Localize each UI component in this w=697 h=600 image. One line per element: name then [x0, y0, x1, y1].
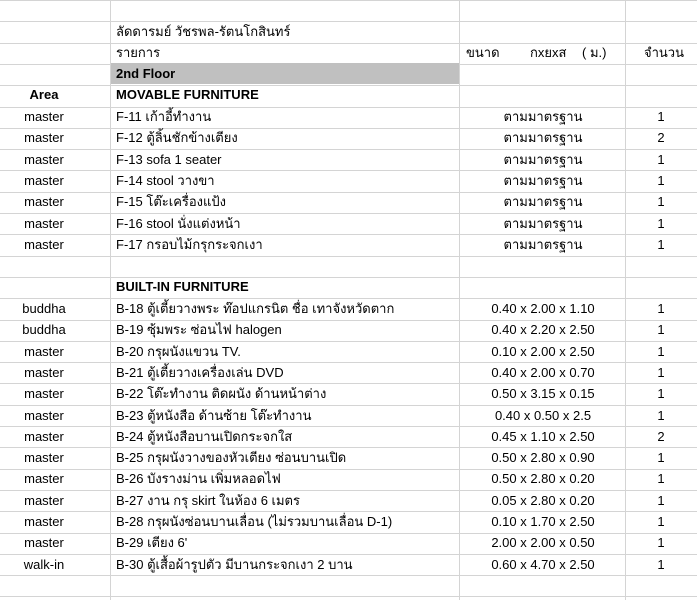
table-row[interactable]	[0, 554, 697, 575]
size-cell: 0.05 x 2.80 x 0.20	[491, 492, 595, 508]
table-row[interactable]	[0, 149, 697, 170]
table-row[interactable]	[0, 383, 697, 404]
size-cell: 0.40 x 0.50 x 2.5	[494, 407, 592, 423]
grid-hline	[0, 256, 697, 257]
area-cell: master	[24, 151, 64, 167]
item-cell: B-22 โต๊ะทำงาน ติดผนัง ด้านหน้าต่าง	[116, 386, 327, 402]
qty-cell: 1	[657, 492, 665, 508]
size-cell: ตามมาตรฐาน	[503, 109, 583, 124]
qty-cell: 1	[657, 215, 665, 231]
item-cell: B-24 ตู้หนังสือบานเปิดกระจกใส	[116, 428, 293, 444]
grid-hline	[0, 0, 697, 1]
size-cell: 0.40 x 2.20 x 2.50	[491, 322, 595, 338]
area-cell: master	[24, 407, 64, 423]
area-cell: master	[24, 130, 64, 146]
size-cell: ตามมาตรฐาน	[503, 151, 583, 167]
size-dims-header: กxยxส	[530, 45, 567, 60]
qty-cell: 1	[657, 407, 665, 423]
table-row[interactable]	[0, 170, 697, 191]
size-cell: 0.40 x 2.00 x 0.70	[491, 364, 595, 380]
size-cell: 0.50 x 3.15 x 0.15	[491, 386, 595, 402]
table-row[interactable]	[0, 511, 697, 532]
item-cell: B-27 งาน กรุ skirt ในห้อง 6 เมตร	[116, 492, 300, 508]
table-row[interactable]	[0, 127, 697, 148]
item-cell: B-20 กรุผนังแขวน TV.	[116, 343, 241, 359]
area-cell: master	[24, 492, 64, 508]
table-row[interactable]	[0, 405, 697, 426]
item-cell: B-21 ตู้เตี้ยวางเครื่องเล่น DVD	[116, 364, 284, 380]
item-cell: B-25 กรุผนังวางของหัวเตียง ซ่อนบานเปิด	[116, 450, 347, 466]
size-cell: 0.50 x 2.80 x 0.90	[491, 450, 595, 466]
area-cell: master	[24, 514, 64, 529]
qty-cell: 1	[657, 535, 665, 551]
table-row[interactable]	[0, 362, 697, 383]
area-cell: buddha	[22, 301, 66, 316]
item-cell: F-13 sofa 1 seater	[116, 151, 222, 167]
table-row[interactable]	[0, 213, 697, 234]
area-cell: master	[24, 428, 64, 444]
table-row[interactable]	[0, 532, 697, 553]
item-cell: F-11 เก้าอี้ทำงาน	[116, 109, 212, 124]
item-cell: B-30 ตู้เสื้อผ้ารูปตัว มีบานกระจกเงา 2 บาน	[116, 556, 353, 572]
size-cell: 0.10 x 1.70 x 2.50	[491, 514, 595, 529]
item-cell: B-28 กรุผนังซ่อนบานเลื่อน (ไม่รวมบานเลื่อน D-1)	[116, 514, 393, 529]
floor-label: 2nd Floor	[116, 66, 176, 81]
size-unit-header: ( ม.)	[582, 45, 607, 60]
floor-row[interactable]	[0, 63, 697, 84]
table-row[interactable]	[0, 106, 697, 127]
area-cell: master	[24, 215, 64, 231]
qty-cell: 1	[657, 151, 665, 167]
area-header: Area	[29, 87, 59, 102]
area-cell: master	[24, 471, 64, 487]
qty-cell: 1	[657, 236, 665, 252]
size-cell: ตามมาตรฐาน	[503, 172, 583, 188]
area-cell: master	[24, 194, 64, 210]
size-cell: ตามมาตรฐาน	[503, 236, 583, 252]
item-cell: B-23 ตู้หนังสือ ด้านซ้าย โต๊ะทำงาน	[116, 407, 312, 423]
area-cell: master	[24, 343, 64, 359]
header-row[interactable]	[0, 42, 697, 63]
qty-cell: 1	[657, 364, 665, 380]
table-row[interactable]	[0, 447, 697, 468]
item-cell: F-12 ตู้ลิ้นชักข้างเตียง	[116, 130, 238, 146]
size-cell: ตามมาตรฐาน	[503, 215, 583, 231]
qty-cell: 1	[657, 514, 665, 529]
size-cell: 0.50 x 2.80 x 0.20	[491, 471, 595, 487]
qty-header: จำนวน	[644, 45, 684, 60]
size-cell: 0.10 x 2.00 x 2.50	[491, 343, 595, 359]
builtin-section-title: BUILT-IN FURNITURE	[116, 279, 249, 294]
qty-cell: 1	[657, 471, 665, 487]
item-cell: F-15 โต๊ะเครื่องแป้ง	[116, 194, 227, 210]
area-cell: master	[24, 236, 64, 252]
area-cell: master	[24, 364, 64, 380]
table-row[interactable]	[0, 490, 697, 511]
grid-hline	[0, 575, 697, 576]
item-cell: B-18 ตู้เตี้ยวางพระ ท๊อปแกรนิต ชื่อ เทาจังหวัดตาก	[116, 301, 395, 316]
qty-cell: 1	[657, 301, 665, 316]
table-row[interactable]	[0, 341, 697, 362]
sheet-title: ลัดดารมย์ วัชรพล-รัตนโกสินทร์	[116, 24, 291, 39]
section-header-row[interactable]	[0, 84, 697, 105]
qty-cell: 1	[657, 322, 665, 338]
grid-hline	[0, 596, 697, 597]
qty-cell: 1	[657, 343, 665, 359]
size-cell: 0.60 x 4.70 x 2.50	[491, 556, 595, 572]
table-row[interactable]	[0, 191, 697, 212]
item-cell: B-26 บังรางม่าน เพิ่มหลอดไฟ	[116, 471, 281, 487]
area-cell: master	[24, 386, 64, 402]
qty-cell: 1	[657, 172, 665, 188]
area-cell: master	[24, 450, 64, 466]
title-row[interactable]	[0, 21, 697, 42]
table-row[interactable]	[0, 234, 697, 255]
size-cell: 2.00 x 2.00 x 0.50	[491, 535, 595, 551]
qty-cell: 1	[657, 109, 665, 124]
table-row[interactable]	[0, 468, 697, 489]
item-cell: F-16 stool นั่งแต่งหน้า	[116, 215, 241, 231]
item-cell: F-14 stool วางขา	[116, 172, 215, 188]
area-cell: walk-in	[23, 556, 65, 572]
builtin-section-row[interactable]	[0, 276, 697, 297]
area-cell: master	[24, 535, 64, 551]
item-cell: B-29 เตียง 6'	[116, 535, 188, 551]
size-cell: 0.40 x 2.00 x 1.10	[491, 301, 595, 316]
table-row[interactable]	[0, 319, 697, 340]
table-row[interactable]	[0, 298, 697, 319]
area-cell: master	[24, 172, 64, 188]
qty-cell: 1	[657, 386, 665, 402]
size-cell: ตามมาตรฐาน	[503, 194, 583, 210]
item-cell: F-17 กรอบไม้กรุกระจกเงา	[116, 236, 263, 252]
table-row[interactable]	[0, 426, 697, 447]
item-header: รายการ	[116, 45, 161, 60]
area-cell: buddha	[22, 322, 66, 338]
qty-cell: 1	[657, 556, 665, 572]
size-header: ขนาด	[466, 45, 500, 60]
qty-cell: 2	[657, 130, 665, 146]
qty-cell: 1	[657, 450, 665, 466]
movable-section-title: MOVABLE FURNITURE	[116, 87, 259, 102]
qty-cell: 1	[657, 194, 665, 210]
area-cell: master	[24, 109, 64, 124]
qty-cell: 2	[657, 428, 665, 444]
size-cell: 0.45 x 1.10 x 2.50	[491, 428, 595, 444]
item-cell: B-19 ซุ้มพระ ซ่อนไฟ halogen	[116, 322, 282, 338]
size-cell: ตามมาตรฐาน	[503, 130, 583, 146]
